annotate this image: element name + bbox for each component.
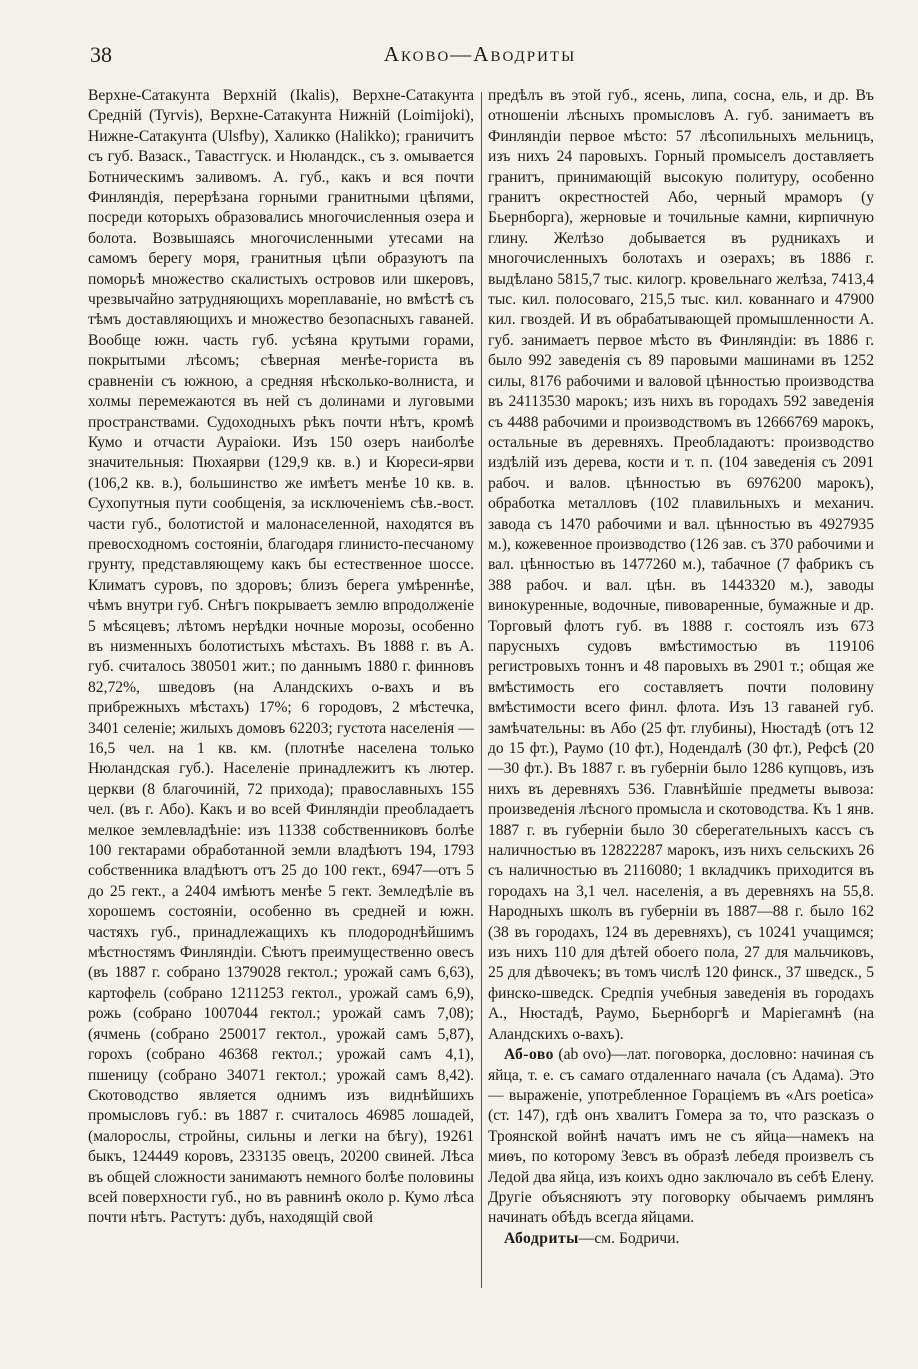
entry-text: (ab ovo)—лат. поговорка, дословно: начиная съ яйца, т. е. съ самаго отдаленнаго начала (съ Адама). Это — выраженіе, употребленное Гораціемъ въ «Ars poetica» (ст. 147), гдѣ онъ хвалитъ Гомера за то, что разсказъ о Троянской войнѣ начатъ имъ не съ яйца—намекъ на миѳъ, по которому Зевсъ въ образѣ лебедя произвелъ съ Ледой два яйца, изъ коихъ одно заключало въ себѣ Елену. Другіе объясняютъ эту поговорку обычаемъ римлянъ начинать обѣдъ всегда яйцами. <box>488 1046 874 1227</box>
entry-term: Аб-ово <box>504 1046 554 1064</box>
right-column-text: предѣлъ въ этой губ., ясень, липа, сосна, ель, и др. Въ отношеніи лѣсныхъ промысловъ А. губ. занимаетъ въ Финляндіи первое мѣсто: 57 лѣсопильныхъ мельницъ, изъ нихъ 24 паровыхъ. Горный промыселъ доставляетъ гранитъ, принимающій высокую политуру, особенно гранитъ окрестностей Або, черный мраморъ (у Бьернборга), жерновые и точильные камни, кирпичную глину. Желѣзо добывается въ рудникахъ и многочисленныхъ болотахъ и озерахъ; въ 1886 г. выдѣлано 5815,7 тыс. килогр. кровельнаго желѣза, 7413,4 тыс. кил. полосоваго, 215,5 тыс. кил. кованнаго и 47900 кил. гвоздей. И въ обрабатывающей промышленности А. губ. занимаетъ первое мѣсто въ Финляндіи: въ 1886 г. было 992 заведенія съ 89 паровыми машинами въ 1252 силы, 8176 рабочими и валовой цѣнностью производства въ 24113530 марокъ; изъ нихъ въ городахъ 592 заведенія съ 4488 рабочими и производствомъ въ 12666769 марокъ, остальные въ деревняхъ. Преобладаютъ: производство издѣлій изъ дерева, кости и т. п. (104 заведенія съ 2091 рабоч. и валов. цѣнностью въ 6976200 марокъ), обработка металловъ (102 плавильныхъ и механич. завода съ 1470 рабочими и вал. цѣнностью въ 4927935 м.), кожевенное производство (126 зав. съ 370 рабочими и вал. цѣнностью въ 1477260 м.), табачное (7 фабрикъ съ 388 рабоч. и вал. цѣн. въ 1443320 м.), заводы винокуренные, водочные, пивоваренные, бумажные и др. Торговый флотъ губ. въ 1888 г. состоялъ изъ 673 парусныхъ судовъ вмѣстимостью въ 119106 регистровыхъ тоннъ и 48 паровыхъ въ 2901 т.; общая же вмѣстимость его составляетъ почти половину вмѣстимости всего финл. флота. Изъ 13 гаваней губ. замѣчательны: въ Або (25 фт. глубины), Нюстадѣ (отъ 12 до 15 фт.), Раумо (10 фт.), Нодендалѣ (30 фт.), Рефсѣ (20—30 фт.). Въ 1887 г. въ губерніи было 1286 купцовъ, изъ нихъ въ деревняхъ 536. Главнѣйшіе предметы вывоза: произведенія лѣсного промысла и скотоводства. Къ 1 янв. 1887 г. въ губерніи было 30 сберегательныхъ кассъ съ наличностью въ 12822287 марокъ, изъ нихъ сельскихъ 26 съ наличностью въ 2116080; 1 вкладчикъ приходится въ городахъ на 3,1 чел. населенія, а въ деревняхъ на 55,8. Народныхъ школъ въ губерніи въ 1887—88 г. было 162 (38 въ городахъ, 124 въ деревняхъ), съ 10241 учащимся; изъ нихъ 110 для дѣтей обоего пола, 27 для мальчиковъ, 25 для дѣвочекъ; въ томъ числѣ 120 финск., 37 шведск., 5 финско-шведск. Средпія учебныя заведенія въ городахъ А., Нюстадѣ, Раумо, Бьернборгѣ и Маріегамнѣ (на Аландскихъ о-вахъ). <box>488 87 874 1043</box>
page-header <box>90 42 870 70</box>
running-head: Аково—Аводриты <box>383 42 577 66</box>
left-column <box>88 86 474 1229</box>
entry-term: Абодриты <box>504 1229 579 1247</box>
column-divider <box>481 92 482 1288</box>
left-column-text: Верхне-Сатакунта Верхній (Ikalis), Верхне-Сатакунта Средній (Tyrvis), Верхне-Сатакунта Нижній (Loimijoki), Нижне-Сатакунта (Ulsfby), Халикко (Halikko); граничитъ съ губ. Вазаск., Тавастгуск. и Нюландск., съ з. омывается Ботническимъ заливомъ. А. губ., какъ и вся почти Финляндія, перерѣзана горными гранитными цѣпями, посреди которыхъ образовались многочисленныя озера и болота. Возвышаясь многочисленными утесами на самомъ берегу моря, гранитныя цѣпи образуютъ па поморьѣ множество скалистыхъ островов или шкеровъ, чрезвычайно затрудняющихъ мореплаваніе, но вмѣстѣ съ тѣмъ доставляющихъ и множество безопасныхъ гаваней. Вообще южн. часть губ. усѣяна крутыми горами, покрытыми лѣсомъ; сѣверная менѣе-гориста въ сравненіи съ южною, а средняя нѣсколько-волниста, и холмы перемежаются въ ней съ долинами и луговыми пространствами. Судоходныхъ рѣкъ почти нѣтъ, кромѣ Кумо и отчасти Аураіоки. Изъ 150 озеръ наиболѣе значительныя: Пюхаярви (129,9 кв. в.) и Кюреси-ярви (106,2 кв. в.), большинство же имѣетъ менѣе 10 кв. в. Сухопутныя пути сообщенія, за исключеніемъ сѣв.-вост. части губ., болотистой и малонаселенной, находятся въ превосходномъ состояніи, благодаря глинисто-песчаному грунту, представляющему какъ бы естественное шоссе. Климатъ суровъ, по здоровъ; близъ берега умѣреннѣе, чѣмъ внутри губ. Снѣгъ покрываетъ землю впродолженіе 5 мѣсяцевъ; лѣтомъ нерѣдки ночные морозы, особенно въ низменныхъ болотистыхъ мѣстахъ. Въ 1888 г. въ А. губ. считалось 380501 жит.; по даннымъ 1880 г. финновъ 82,72%, шведовъ (на Аландскихъ о-вахъ и въ прибрежныхъ мѣстахъ) 17%; 6 городовъ, 2 мѣстечка, 3401 селеніе; жилыхъ домовъ 62203; густота населенія — 16,5 чел. на 1 кв. км. (плотнѣе населена только Нюландская губ.). Населеніе принадлежитъ къ лютер. церкви (8 благочиній, 72 прихода); православныхъ 155 чел. (въ г. Або). Какъ и во всей Финляндіи преобладаетъ мелкое землевладѣніе: изъ 11338 собственниковъ болѣе 100 гектарами обработанной земли владѣютъ 194, 1793 собственника владѣютъ отъ 25 до 100 гект., 6947—отъ 5 до 25 гект., а 2404 имѣютъ менѣе 5 гект. Земледѣліе въ хорошемъ состояніи, особенно въ средней и южн. частяхъ губ., принадлежащихъ къ плодороднѣйшимъ мѣстностямъ Финляндіи. Сѣютъ преимущественно овесъ (въ 1887 г. собрано 1379028 гектол.; урожай самъ 6,63), картофель (собрано 1211253 гектол., урожай самъ 6,9), рожь (собрано 1007044 гектол.; урожай самъ 7,08); (ячмень (собрано 250017 гектол., урожай самъ 5,87), горохъ (собрано 46368 гектол.; урожай самъ 4,1), пшеницу (собрано 34071 гектол.; урожай самъ 8,42). Скотоводство является однимъ изъ виднѣйшихъ промысловъ губ.: въ 1887 г. считалось 46985 лошадей, (малорослы, стройны, сильны и легки на бѣгу), 19261 быкъ, 124449 коровъ, 233135 овецъ, 20200 свиней. Лѣса въ общей сложности занимаютъ немного болѣе половины всей поверхности губ., но въ равнинѣ около р. Кумо лѣса почти нѣтъ. Растутъ: дубъ, находящій свой <box>88 87 474 1227</box>
page-number: 38 <box>90 42 112 67</box>
entry-text: —см. Бодричи. <box>578 1229 680 1247</box>
right-column <box>488 86 874 1249</box>
entry-abodrity <box>488 1229 874 1249</box>
entry-ab-ovo <box>488 1045 874 1229</box>
